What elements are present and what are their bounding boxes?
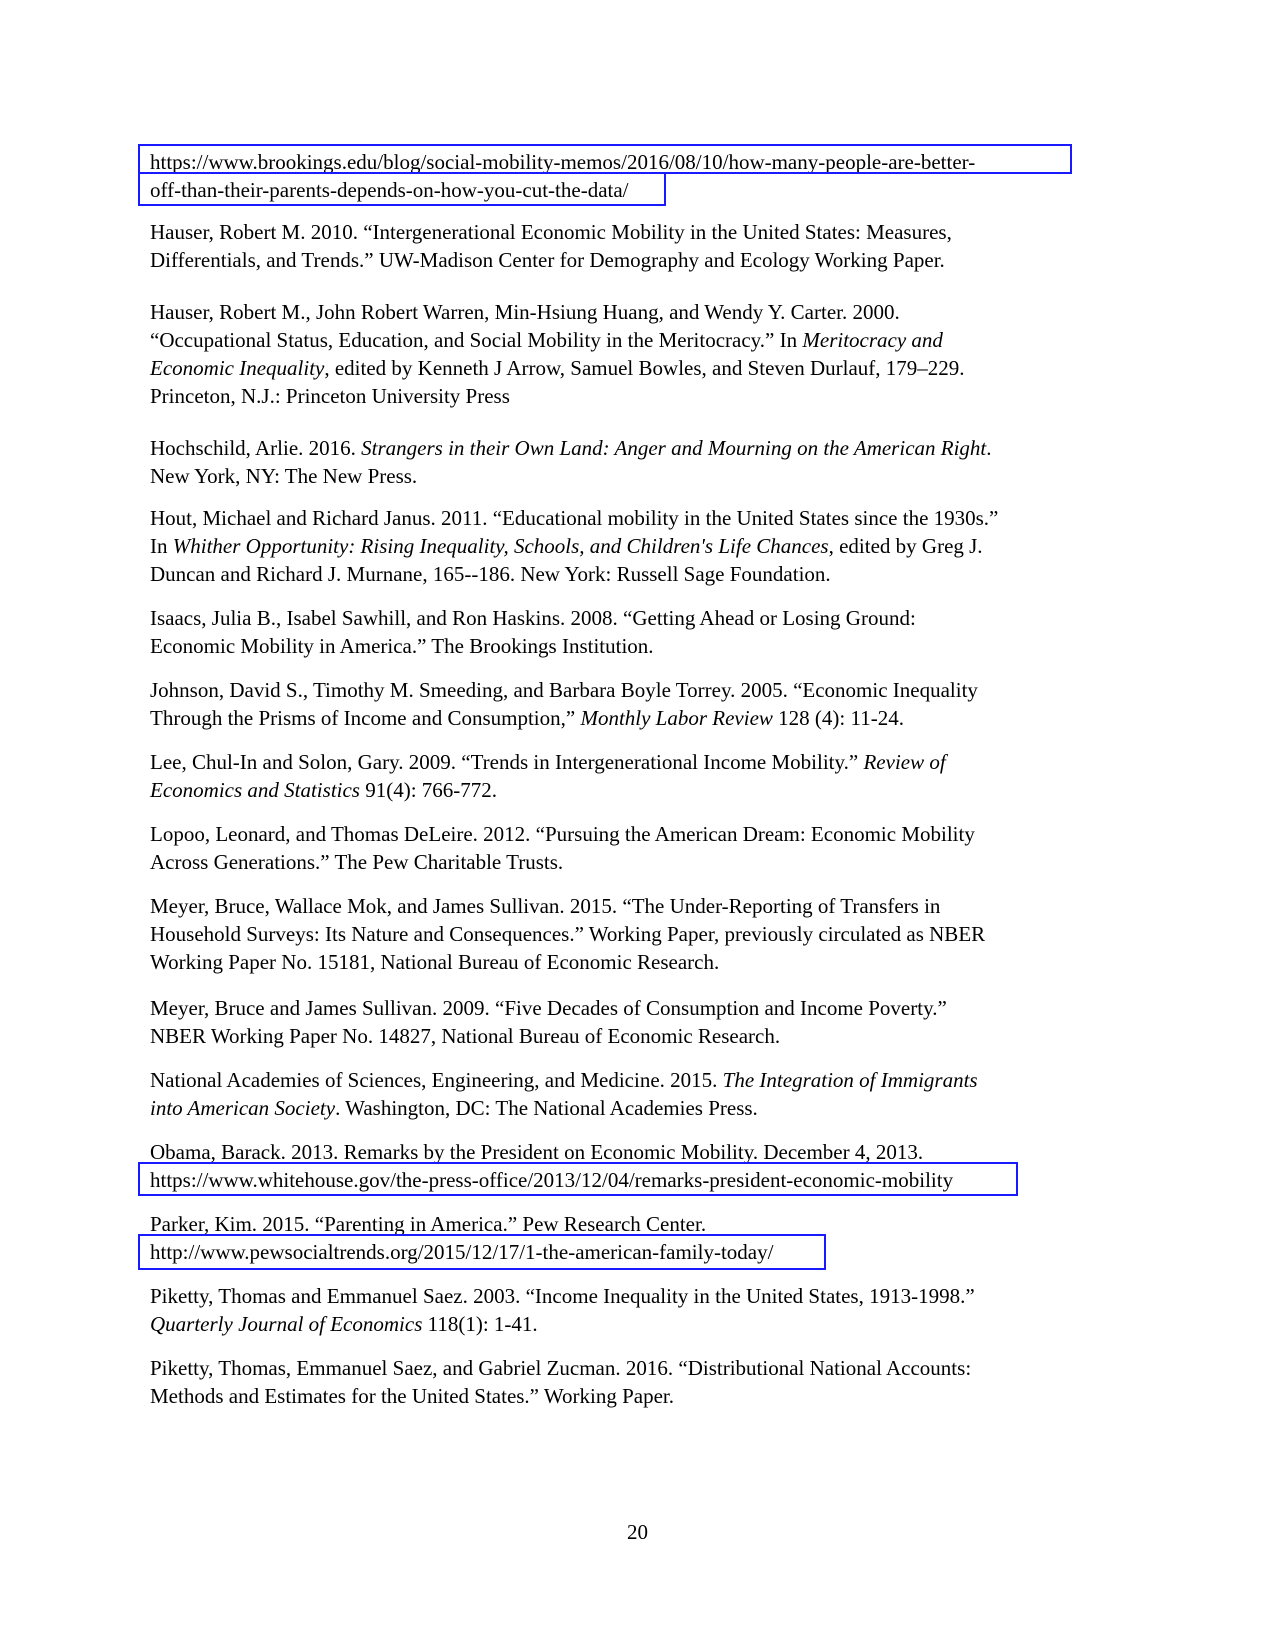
reference-line	[150, 820, 975, 848]
reference-text: Through the Prisms of Income and Consumption,”	[150, 706, 581, 730]
italic-title-text: Whither Opportunity: Rising Inequality, Schools, and Children's Life Chances	[172, 534, 829, 558]
reference-line	[150, 1094, 758, 1122]
reference-text: https://www.whitehouse.gov/the-press-office/2013/12/04/remarks-president-economic-mobility	[150, 1168, 954, 1192]
reference-line	[150, 1022, 780, 1050]
italic-title-text: Meritocracy and	[802, 328, 943, 352]
reference-text: Economic Mobility in America.” The Brookings Institution.	[150, 634, 654, 658]
reference-line	[150, 748, 946, 776]
reference-text: Piketty, Thomas and Emmanuel Saez. 2003. “Income Inequality in the United States, 1913-1998.”	[150, 1284, 975, 1308]
italic-title-text: Economics and Statistics	[150, 778, 360, 802]
reference-text: Household Surveys: Its Nature and Consequences.” Working Paper, previously circulated as NBER	[150, 922, 986, 946]
reference-line	[150, 704, 904, 732]
reference-text: Methods and Estimates for the United States.” Working Paper.	[150, 1384, 674, 1408]
reference-line	[150, 1066, 978, 1094]
reference-text: Parker, Kim. 2015. “Parenting in America.” Pew Research Center.	[150, 1212, 707, 1236]
reference-line	[150, 218, 952, 246]
reference-line	[150, 434, 992, 462]
reference-text: “Occupational Status, Education, and Social Mobility in the Meritocracy.” In	[150, 328, 803, 352]
reference-text: Hauser, Robert M., John Robert Warren, Min-Hsiung Huang, and Wendy Y. Carter. 2000.	[150, 300, 900, 324]
reference-line	[150, 246, 945, 274]
reference-text: Meyer, Bruce, Wallace Mok, and James Sullivan. 2015. “The Under-Reporting of Transfers in	[150, 894, 941, 918]
italic-title-text: Economic Inequality	[150, 356, 325, 380]
page-number: 20	[627, 1520, 648, 1544]
hyperlink-border[interactable]	[138, 1162, 1018, 1196]
reference-line	[150, 776, 497, 804]
reference-text: http://www.pewsocialtrends.org/2015/12/17/1-the-american-family-today/	[150, 1240, 774, 1264]
italic-title-text: Quarterly Journal of Economics	[150, 1312, 423, 1336]
reference-text: Hout, Michael and Richard Janus. 2011. “Educational mobility in the United States since the 1930s.”	[150, 506, 999, 530]
reference-line	[150, 382, 510, 410]
reference-line	[150, 504, 998, 532]
italic-title-text: The Integration of Immigrants	[722, 1068, 978, 1092]
reference-line	[150, 892, 940, 920]
italic-title-text: into American Society	[150, 1096, 336, 1120]
reference-text: Duncan and Richard J. Murnane, 165--186. New York: Russell Sage Foundation.	[150, 562, 831, 586]
reference-text: 118(1): 1-41.	[422, 1312, 538, 1336]
hyperlink-border[interactable]	[138, 172, 666, 206]
reference-line	[150, 1354, 971, 1382]
reference-text: Hauser, Robert M. 2010. “Intergenerational Economic Mobility in the United States: Measures,	[150, 220, 952, 244]
reference-text: Hochschild, Arlie. 2016.	[150, 436, 362, 460]
hyperlink-border[interactable]	[138, 144, 1072, 174]
reference-text: https://www.brookings.edu/blog/social-mobility-memos/2016/08/10/how-many-people-are-better-	[150, 150, 976, 174]
reference-line	[150, 948, 719, 976]
reference-text: Meyer, Bruce and James Sullivan. 2009. “Five Decades of Consumption and Income Poverty.”	[150, 996, 947, 1020]
reference-line	[150, 994, 947, 1022]
reference-text: National Academies of Sciences, Engineering, and Medicine. 2015.	[150, 1068, 723, 1092]
reference-text: , edited by Greg J.	[828, 534, 983, 558]
reference-text: Differentials, and Trends.” UW-Madison Center for Demography and Ecology Working Paper.	[150, 248, 945, 272]
reference-text: Isaacs, Julia B., Isabel Sawhill, and Ron Haskins. 2008. “Getting Ahead or Losing Ground:	[150, 606, 916, 630]
reference-line	[150, 604, 916, 632]
reference-text: , edited by Kenneth J Arrow, Samuel Bowles, and Steven Durlauf, 179–229.	[324, 356, 965, 380]
italic-title-text: Strangers in their Own Land: Anger and Mourning on the American Right	[361, 436, 987, 460]
reference-text: Obama, Barack. 2013. Remarks by the President on Economic Mobility. December 4, 2013.	[150, 1140, 924, 1164]
reference-line	[150, 848, 563, 876]
reference-line	[150, 920, 985, 948]
reference-line	[150, 632, 654, 660]
reference-text: 91(4): 766-772.	[359, 778, 498, 802]
reference-line	[150, 1382, 674, 1410]
reference-line	[150, 462, 417, 490]
reference-text: Across Generations.” The Pew Charitable Trusts.	[150, 850, 564, 874]
reference-text: off-than-their-parents-depends-on-how-you-cut-the-data/	[150, 178, 629, 202]
reference-text: Working Paper No. 15181, National Bureau of Economic Research.	[150, 950, 720, 974]
reference-text: Johnson, David S., Timothy M. Smeeding, and Barbara Boyle Torrey. 2005. “Economic Inequality	[150, 678, 978, 702]
reference-line	[150, 560, 831, 588]
reference-text: In	[150, 534, 173, 558]
italic-title-text: Review of	[863, 750, 946, 774]
reference-line	[150, 354, 965, 382]
reference-text: Princeton, N.J.: Princeton University Press	[150, 384, 510, 408]
reference-line	[150, 298, 900, 326]
reference-text: . Washington, DC: The National Academies Press.	[335, 1096, 758, 1120]
reference-text: .	[986, 436, 992, 460]
reference-text: NBER Working Paper No. 14827, National Bureau of Economic Research.	[150, 1024, 781, 1048]
italic-title-text: Monthly Labor Review	[580, 706, 773, 730]
reference-line	[150, 676, 978, 704]
hyperlink-border[interactable]	[138, 1234, 826, 1270]
reference-line	[150, 326, 943, 354]
reference-text: Piketty, Thomas, Emmanuel Saez, and Gabriel Zucman. 2016. “Distributional National Accounts:	[150, 1356, 972, 1380]
reference-line	[150, 532, 983, 560]
reference-text: Lee, Chul-In and Solon, Gary. 2009. “Trends in Intergenerational Income Mobility.”	[150, 750, 864, 774]
reference-line	[150, 1310, 538, 1338]
reference-text: New York, NY: The New Press.	[150, 464, 418, 488]
reference-line	[150, 1282, 975, 1310]
reference-text: 128 (4): 11-24.	[772, 706, 904, 730]
reference-text: Lopoo, Leonard, and Thomas DeLeire. 2012. “Pursuing the American Dream: Economic Mobility	[150, 822, 975, 846]
